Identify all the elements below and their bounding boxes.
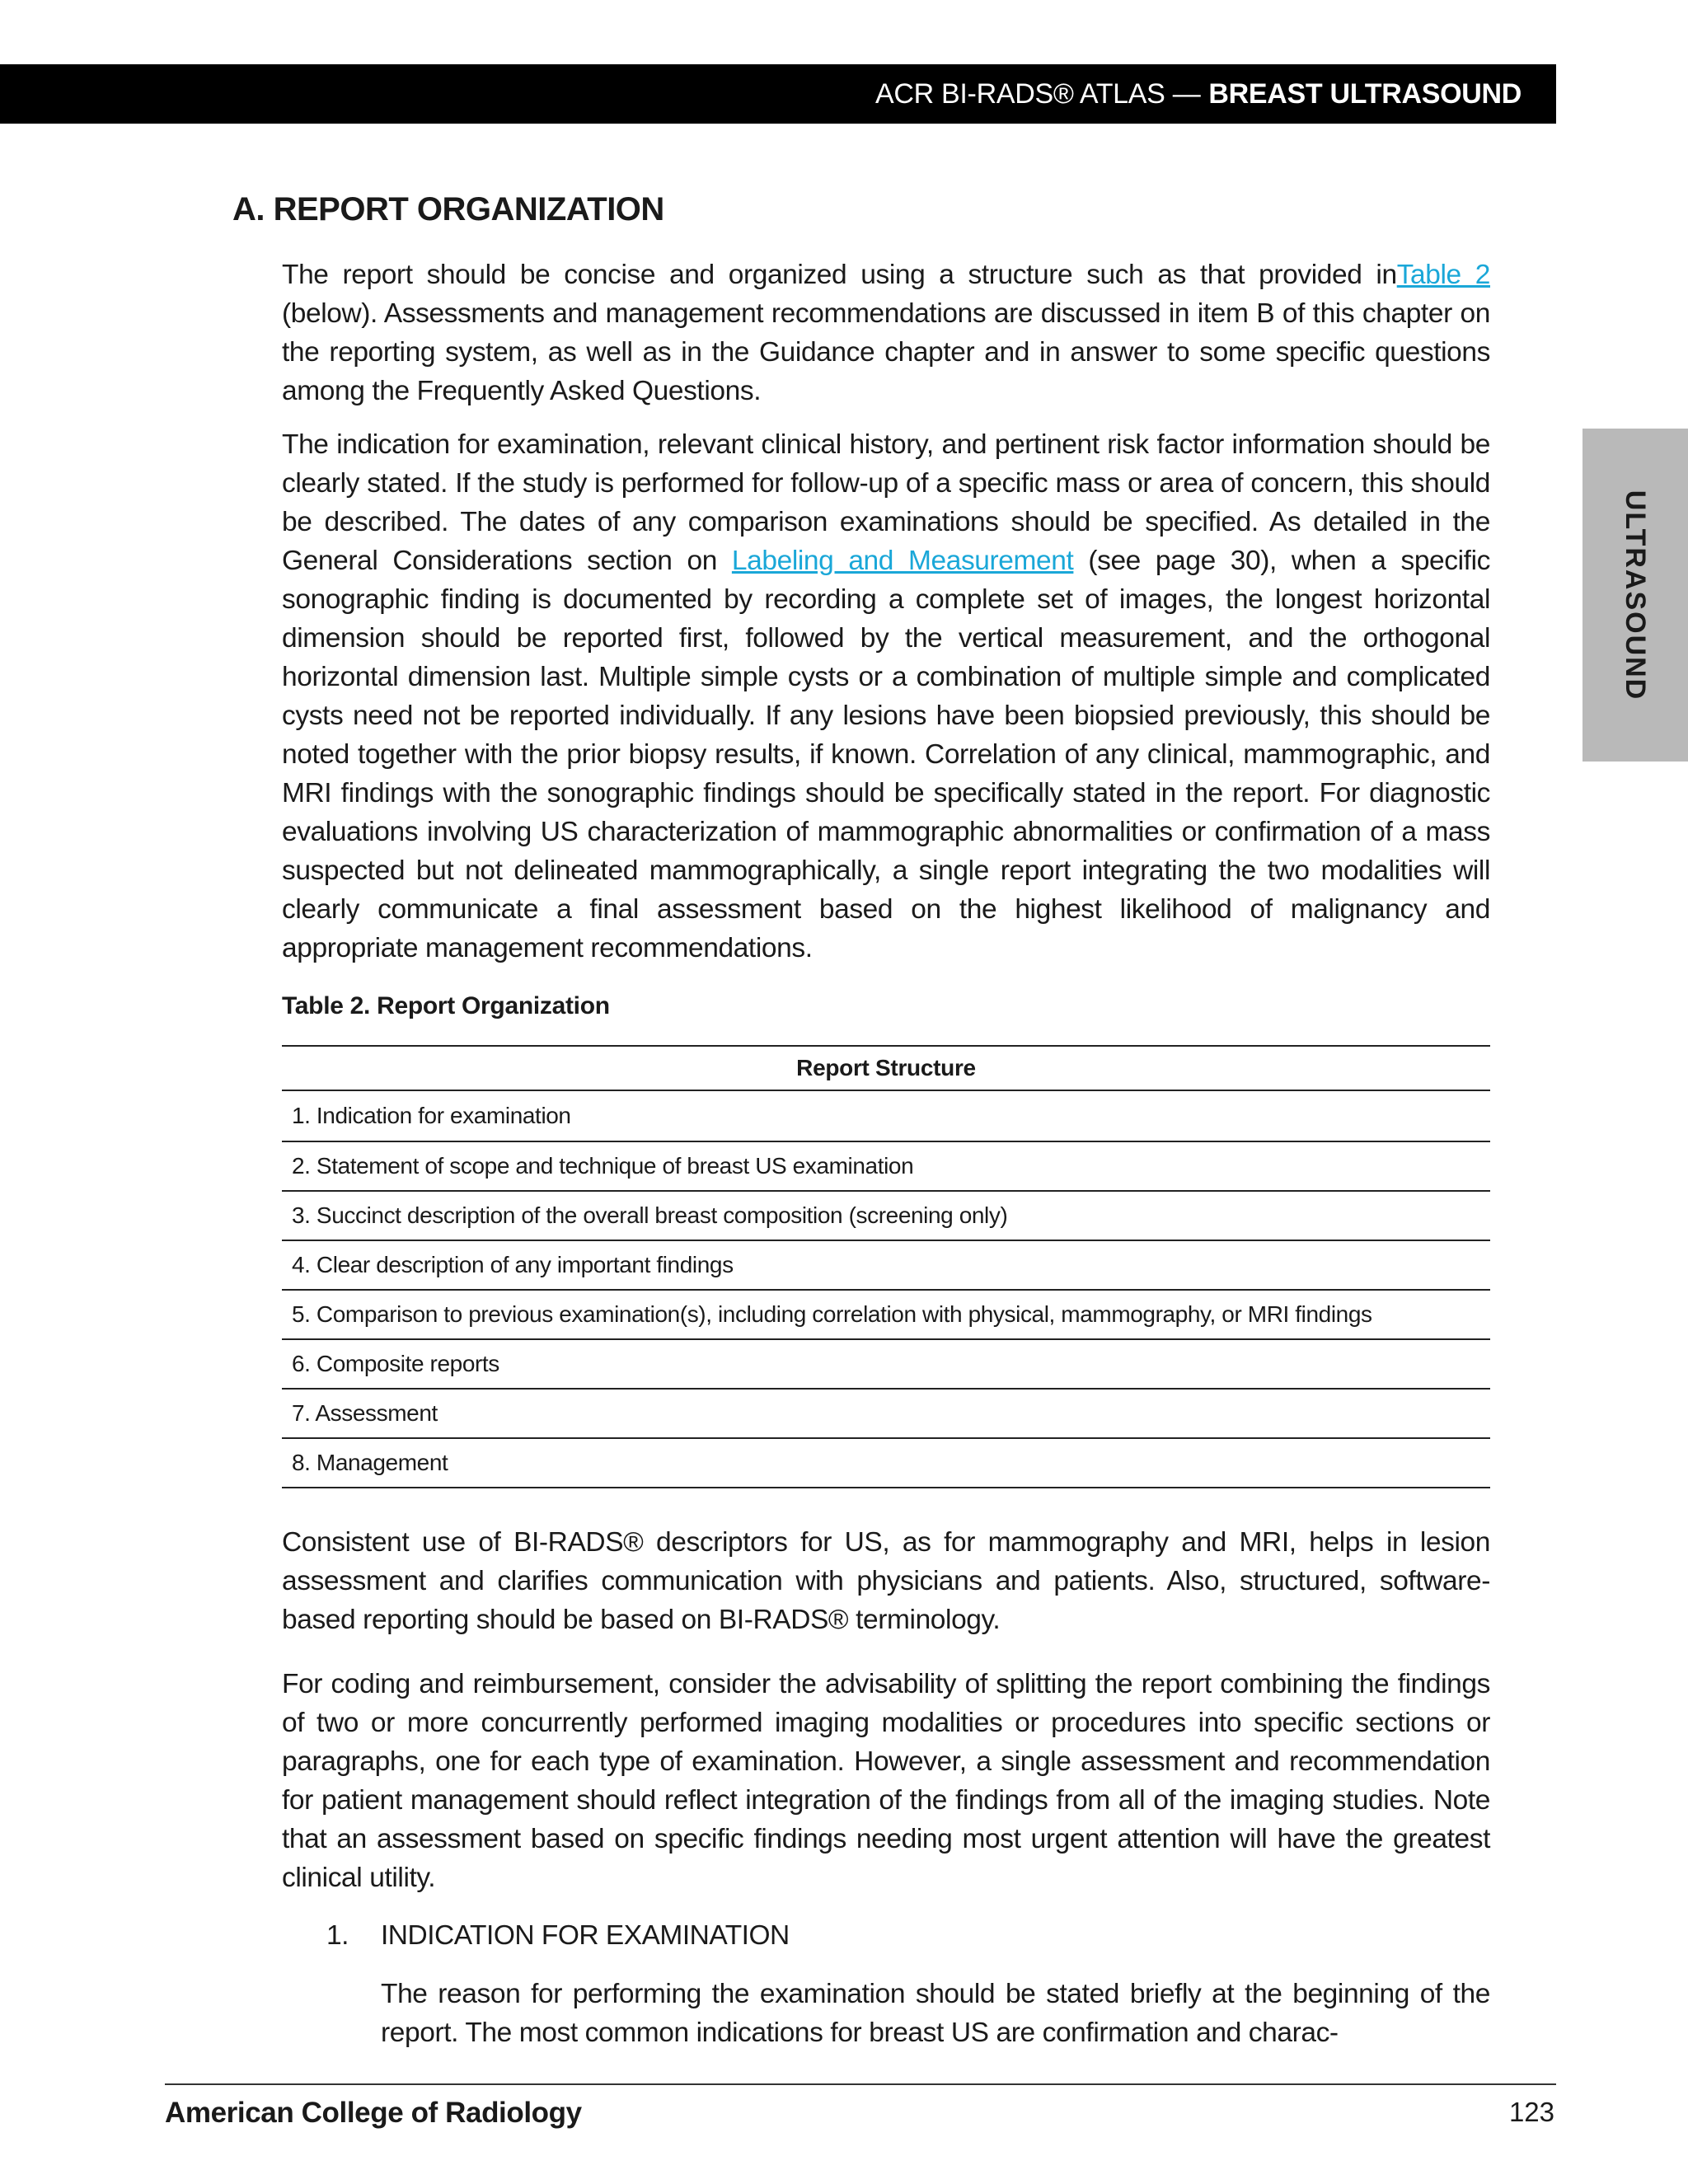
paragraph-1 — [282, 255, 1490, 410]
table-row — [282, 1191, 1490, 1240]
table-row — [282, 1339, 1490, 1389]
paragraph-2-text-a: The indication for examination, relevant clinical history, and pertinent risk factor information should be clearly stated. If the study is performed for follow-up of a specific mass or area of concern, this should be described. The dates of any comparison examinations should be specified. As detailed in the General Considerations section on — [282, 429, 1490, 576]
table-caption: Table 2. Report Organization — [282, 992, 610, 1019]
paragraph-3: Consistent use of BI-RADS® descriptors for US, as for mammography and MRI, helps in lesion assessment and clarifies communication with physicians and patients. Also, structured, software-based reporting should be based on BI-RADS® terminology. — [282, 1527, 1490, 1635]
table-cell: 6. Composite reports — [282, 1339, 1490, 1389]
paragraph-intro — [282, 255, 1490, 410]
table-row — [282, 1438, 1490, 1488]
header-prefix: ACR BI-RADS® ATLAS — — [875, 77, 1201, 110]
table-row — [282, 1389, 1490, 1438]
paragraph-indication — [282, 425, 1490, 968]
labeling-measurement-link[interactable]: Labeling and Measurement — [731, 546, 1074, 576]
paragraph-5: The reason for performing the examination should be stated briefly at the beginning of the report. The most common indications for breast US are confirmation and charac- — [381, 1979, 1490, 2048]
footer-publisher: American College of Radiology — [165, 2097, 582, 2129]
table-cell: 2. Statement of scope and technique of breast US examination — [282, 1141, 1490, 1191]
table-2-link[interactable]: Table 2 — [1396, 260, 1490, 290]
table-cell: 7. Assessment — [282, 1389, 1490, 1438]
side-tab — [1582, 429, 1688, 762]
paragraph-descriptors — [282, 1523, 1490, 1639]
section-title: A. REPORT ORGANIZATION — [232, 191, 664, 227]
list-number: 1. — [326, 1920, 349, 1951]
page-number: 123 — [1508, 2097, 1554, 2127]
table-row — [282, 1141, 1490, 1191]
paragraph-2-text-b: (see page 30), when a specific sonographic finding is documented by recording a complete set of images, the longest horizontal dimension should be reported first, followed by the vertical measurement, and the orthogonal horizontal dimension last. Multiple simple cysts or a combination of multiple simple and complicated cysts need not be reported individually. If any lesions have been biopsied previously, this should be noted together with the prior biopsy results, if known. Correlation of any clinical, mammographic, and MRI findings with the sonographic findings should be specifically stated in the report. For diagnostic evaluations involving US characterization of mammographic abnormalities or confirmation of a mass suspected but not delineated mammographically, a single report integrating the two modalities will clearly communicate a final assessment based on the highest likelihood of malignancy and appropriate management recommendations. — [282, 546, 1490, 963]
paragraph-2 — [282, 425, 1490, 968]
side-tab-label: ULTRASOUND — [1620, 490, 1652, 701]
footer-divider — [165, 2083, 1556, 2085]
table-cell: 8. Management — [282, 1438, 1490, 1488]
table-cell: 4. Clear description of any important findings — [282, 1240, 1490, 1290]
table-row — [282, 1090, 1490, 1141]
paragraph-4: For coding and reimbursement, consider the advisability of splitting the report combining the findings of two or more concurrently performed imaging modalities or procedures into specific sections or paragraphs, one for each type of examination. However, a single assessment and recommendation for patient management should reflect integration of the findings from all of the imaging studies. Note that an assessment based on specific findings needing most urgent attention will have the greatest clinical utility. — [282, 1669, 1490, 1893]
running-header — [0, 64, 1556, 124]
paragraph-coding — [282, 1665, 1490, 1897]
table-row — [282, 1240, 1490, 1290]
list-heading — [326, 1920, 790, 1952]
table-header: Report Structure — [282, 1046, 1490, 1090]
table-cell: 3. Succinct description of the overall breast composition (screening only) — [282, 1191, 1490, 1240]
paragraph-indication-detail — [381, 1975, 1490, 2052]
table-row — [282, 1290, 1490, 1339]
header-title: BREAST ULTRASOUND — [1208, 77, 1522, 110]
report-organization-table — [282, 1045, 1490, 1488]
table-cell: 1. Indication for examination — [282, 1090, 1490, 1141]
table-cell: 5. Comparison to previous examination(s), including correlation with physical, mammography, or MRI findings — [282, 1290, 1490, 1339]
paragraph-1-text-b: (below). Assessments and management recommendations are discussed in item B of this chapter on the reporting system, as well as in the Guidance chapter and in answer to some specific questions among the Frequently Asked Questions. — [282, 298, 1490, 406]
list-title: INDICATION FOR EXAMINATION — [381, 1920, 790, 1951]
paragraph-1-text-a: The report should be concise and organized using a structure such as that provided in — [282, 260, 1397, 290]
